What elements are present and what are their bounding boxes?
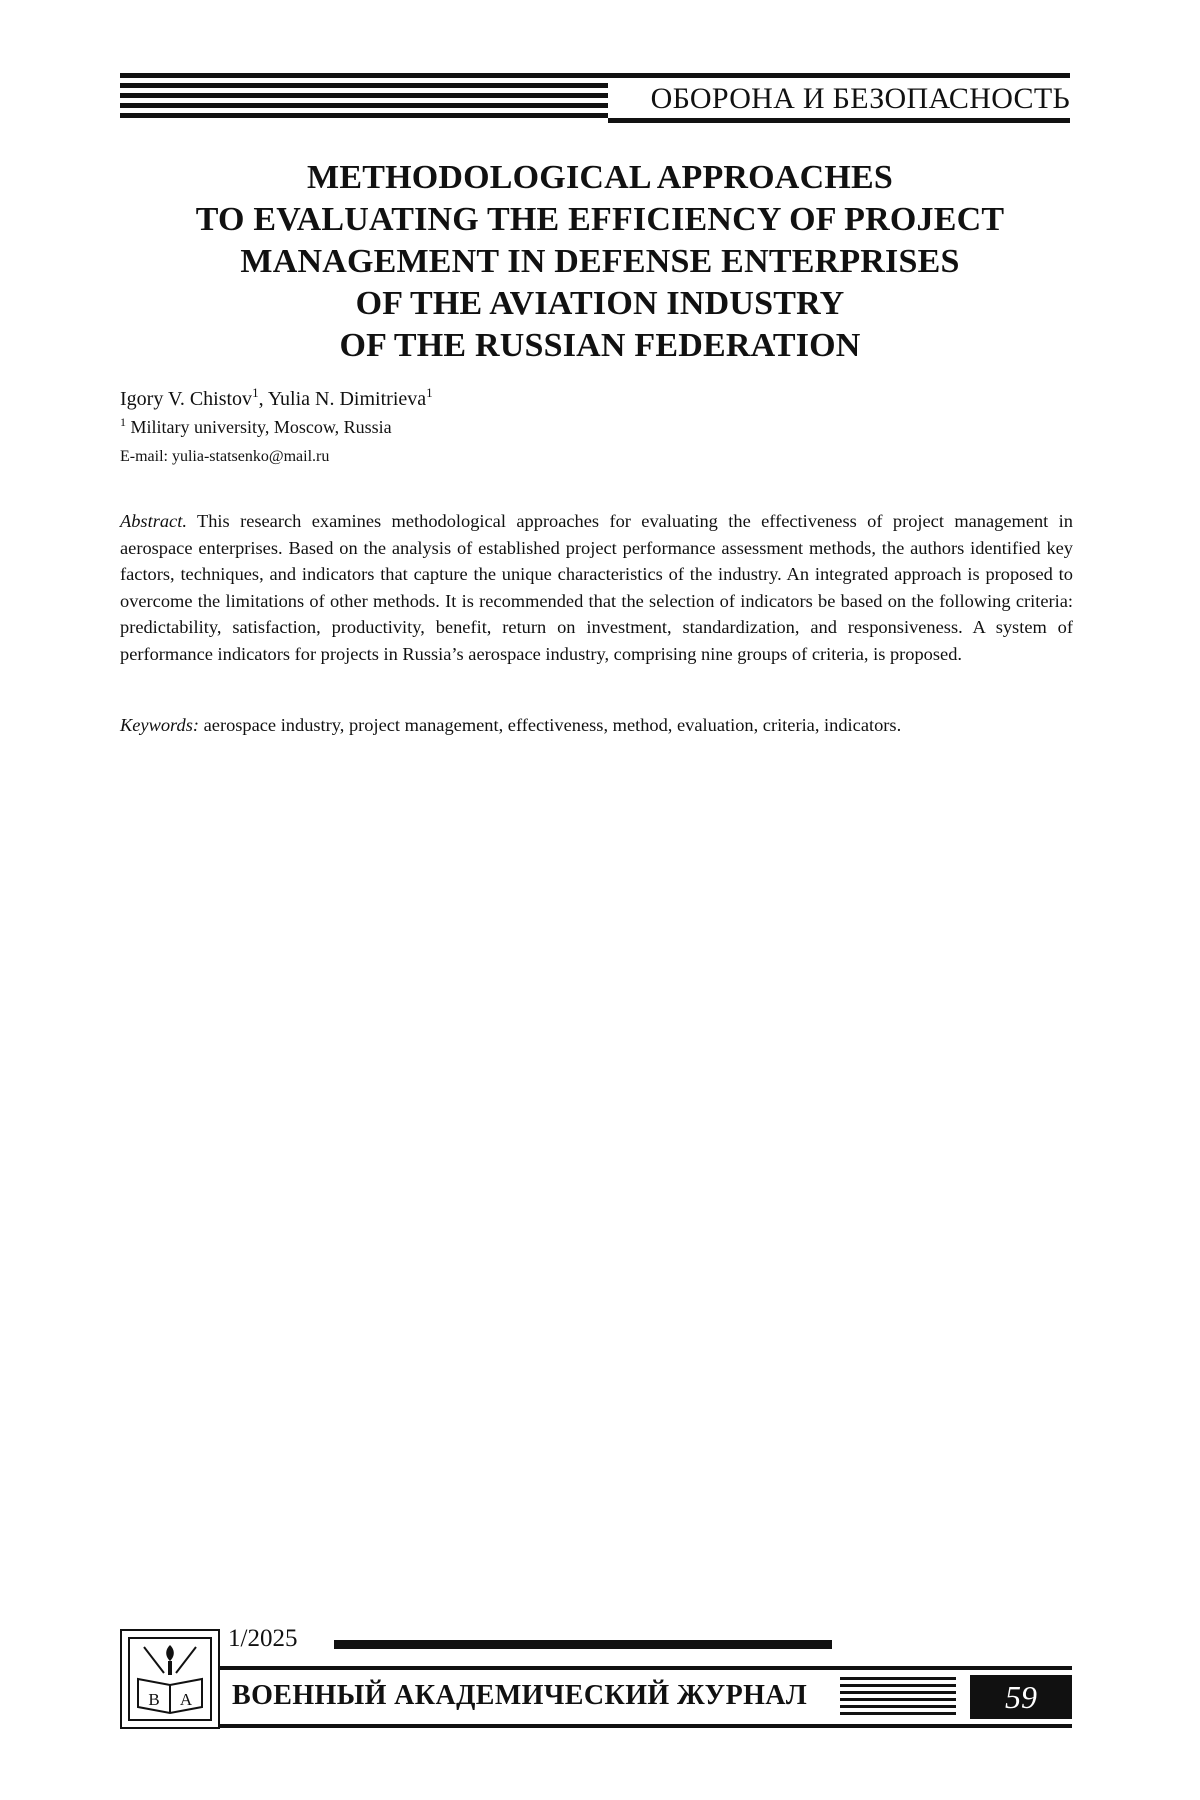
header-rule-top (608, 73, 1070, 78)
author-affiliation-mark: 1 (252, 385, 259, 400)
footer-rule-bottom (220, 1724, 1072, 1728)
running-header (120, 73, 1070, 123)
keywords-label: Keywords: (120, 715, 200, 735)
page-number: 59 (1005, 1679, 1037, 1715)
author-name: Yulia N. Dimitrieva (267, 388, 427, 410)
journal-name: ВОЕННЫЙ АКАДЕМИЧЕСКИЙ ЖУРНАЛ (232, 1680, 808, 1711)
journal-logo-frame (128, 1637, 212, 1721)
abstract (120, 508, 1073, 668)
header-decorative-lines (120, 73, 608, 123)
footer-rule-top (220, 1666, 1072, 1670)
logo-letter-right: A (179, 1690, 193, 1709)
book-torch-emblem-icon (130, 1639, 210, 1719)
author-affiliation-mark: 1 (426, 385, 433, 400)
article-title: METHODOLOGICAL APPROACHES TO EVALUATING THE EFFICIENCY OF PROJECT MANAGEMENT IN DEFENSE ENTERPRISES OF THE AVIATION INDUSTRY OF THE RUSSIAN FEDERATION (195, 159, 1005, 364)
abstract-text: This research examines methodological approaches for evaluating the effectiveness of project management in aerospace enterprises. Based on the analysis of established project performance assessment methods, the authors identified key factors, techniques, and indicators that capture the unique characteristics of the industry. An integrated approach is proposed to overcome the limitations of other methods. It is recommended that the selection of indicators be based on the following criteria: predictability, satisfaction, productivity, benefit, return on investment, standardization, and responsiveness. A system of performance indicators for projects in Russia’s aerospace industry, comprising nine groups of criteria, is proposed. (120, 511, 1073, 664)
section-title: ОБОРОНА И БЕЗОПАСНОСТЬ (647, 82, 1070, 116)
journal-footer (120, 1623, 1072, 1735)
affiliation-mark: 1 (120, 415, 126, 429)
keywords (120, 712, 1080, 738)
author-separator: , (258, 388, 268, 410)
journal-logo (120, 1629, 220, 1729)
contact-email: E-mail: yulia-statsenko@mail.ru (120, 448, 330, 465)
issue-number: 1/2025 (228, 1625, 298, 1652)
author-name: Igory V. Chistov (120, 388, 253, 410)
author-list (120, 386, 433, 412)
logo-letter-left: B (148, 1690, 160, 1709)
issue-bar (334, 1640, 832, 1649)
affiliation (120, 415, 392, 439)
footer-decorative-lines (840, 1677, 956, 1718)
header-rule-bottom (608, 118, 1070, 123)
keywords-text: aerospace industry, project management, effectiveness, method, evaluation, criteria, indicators. (199, 715, 902, 735)
affiliation-text: Military university, Moscow, Russia (126, 417, 392, 437)
abstract-label: Abstract. (120, 511, 187, 531)
